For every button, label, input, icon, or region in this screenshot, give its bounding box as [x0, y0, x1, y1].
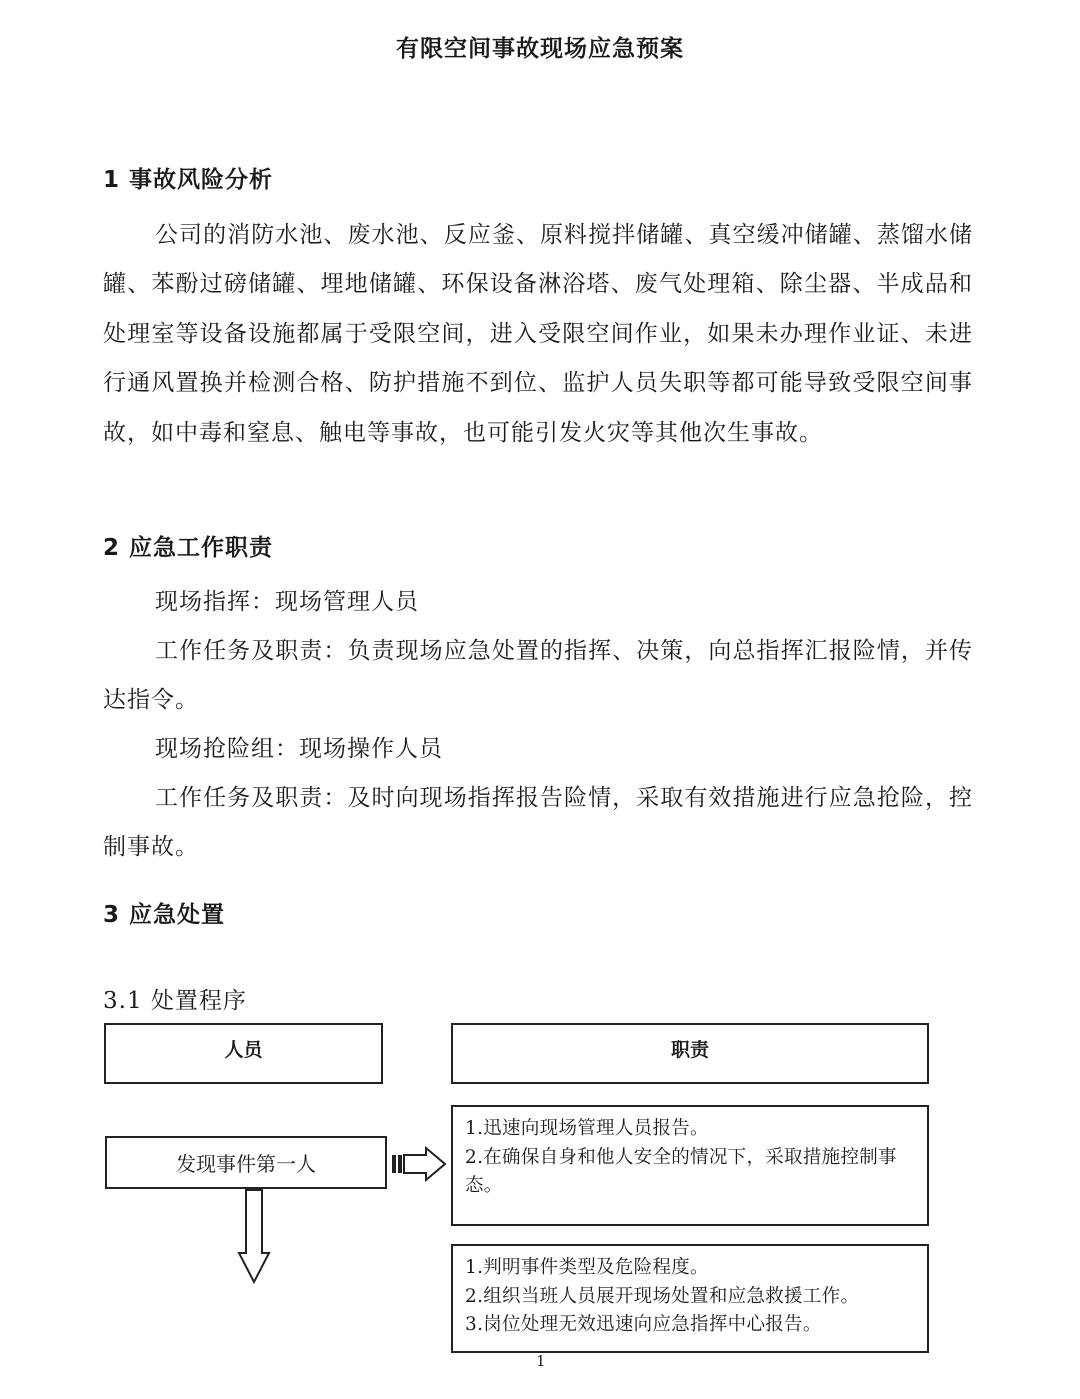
- person-column-header: [104, 1023, 383, 1084]
- sub-heading-procedure: 3.1 处置程序: [103, 988, 247, 1014]
- rescue-team-line: 现场抢险组：现场操作人员: [155, 736, 443, 762]
- section-2-heading: 2 应急工作职责: [103, 535, 274, 561]
- section-3-heading: 3 应急处置: [103, 902, 226, 928]
- duty-column-header: [451, 1023, 929, 1084]
- first-duties-box: [451, 1105, 929, 1226]
- first-person-label: 发现事件第一人: [176, 1152, 316, 1176]
- section-1-heading: 1 事故风险分析: [103, 167, 274, 193]
- first-person-box: [105, 1136, 387, 1189]
- second-duty-item: 2.组织当班人员展开现场处置和应急救援工作。: [465, 1285, 860, 1307]
- first-duty-item: 2.在确保自身和他人安全的情况下，采取措施控制事态。: [465, 1146, 897, 1196]
- down-arrow-icon: [236, 1189, 272, 1285]
- person-column-label: 人员: [224, 1039, 263, 1061]
- right-arrow-icon: [390, 1144, 450, 1184]
- rescue-team-duty: 工作任务及职责：及时向现场指挥报告险情，采取有效措施进行应急抢险，控制事故。: [103, 785, 973, 861]
- duty-column-label: 职责: [670, 1039, 709, 1061]
- first-duty-item: 1.迅速向现场管理人员报告。: [465, 1118, 709, 1139]
- second-duties-box: [451, 1244, 929, 1353]
- commander-duty: 工作任务及职责：负责现场应急处置的指挥、决策，向总指挥汇报险情，并传达指令。: [103, 638, 973, 714]
- commander-line: 现场指挥：现场管理人员: [155, 589, 419, 615]
- second-duty-item: 3.岗位处理无效迅速向应急指挥中心报告。: [465, 1314, 822, 1335]
- section-1-paragraph: 公司的消防水池、废水池、反应釜、原料搅拌储罐、真空缓冲储罐、蒸馏水储罐、苯酚过磅储罐、埋地储罐、环保设备淋浴塔、废气处理箱、除尘器、半成品和处理室等设备设施都属于受限空间，进入受限空间作业，如果未办理作业证、未进行通风置换并检测合格、防护措施不到位、监护人员失职等都可能导致受限空间事故，如中毒和窒息、触电等事故，也可能引发火灾等其他次生事故。: [103, 222, 973, 446]
- page-number: 1: [536, 1352, 546, 1370]
- second-duty-item: 1.判明事件类型及危险程度。: [465, 1257, 709, 1278]
- document-title: 有限空间事故现场应急预案: [396, 36, 684, 62]
